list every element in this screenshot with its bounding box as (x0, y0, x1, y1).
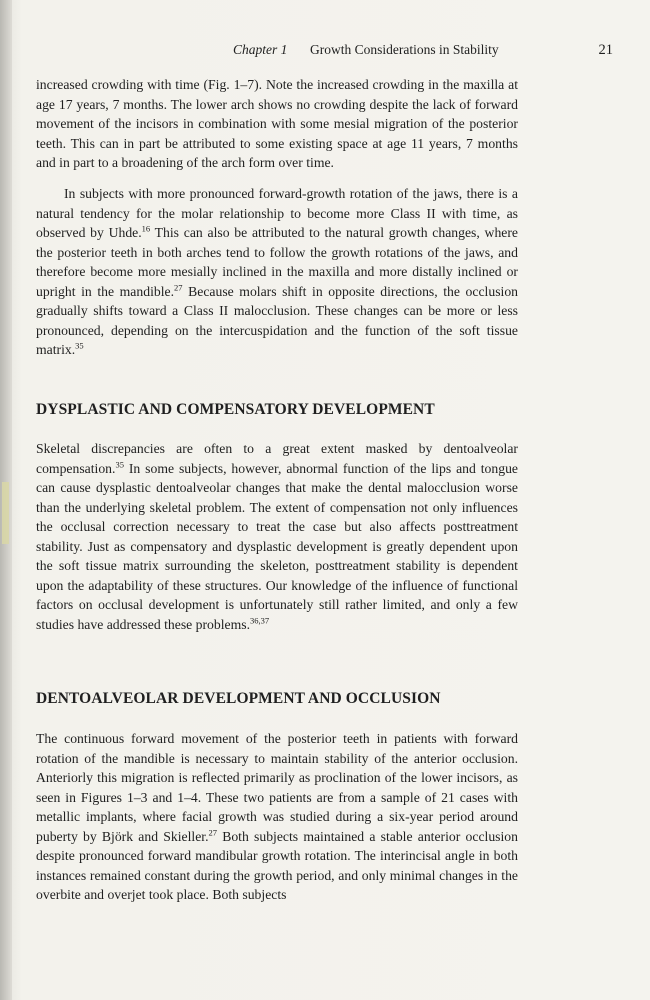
section-heading-dentoalveolar: DENTOALVEOLAR DEVELOPMENT AND OCCLUSION (36, 690, 441, 707)
paragraph-1 (36, 75, 518, 173)
chapter-label: Chapter 1 (233, 42, 288, 57)
paragraph-3-text-1: Skeletal discrepancies are often to a great extent masked by dentoalveolar compensation. (36, 441, 518, 476)
paragraph-3 (36, 439, 518, 634)
paragraph-4-text-1: The continuous forward movement of the posterior teeth in patients with forward rotation of the mandible is necessary to maintain stability of the anterior occlusion. Anteriorly this migration is reflected primarily as proclination of the lower incisors, as seen in Figures 1–3 and 1–4. These two patients are from a sample of 21 cases with metallic implants, where facial growth was studied during a six-year period around puberty by Björk and Skieller. (36, 731, 518, 844)
paragraph-2-text-3: Because molars shift in opposite directions, the occlusion gradually shifts toward a Class II malocclusion. These changes can be more or less pronounced, depending on the intercuspidation and the function of the soft tissue matrix. (36, 283, 519, 357)
reference-superscript: 36,37 (250, 614, 270, 625)
reference-superscript: 27 (174, 281, 183, 292)
reference-superscript: 35 (75, 340, 84, 351)
paragraph-3-text-2: In some subjects, however, abnormal function of the lips and tongue can cause dysplastic dentoalveolar changes that make the dental malocclusion worse than the underlying skeletal problem. The extent of compensation not only influences the occlusal correction necessary to treat the case but also affects posttreatment stability. Just as compensatory and dysplastic development is greatly dependent upon the soft tissue matrix surrounding the skeleton, posttreatment stability is dependent upon the adaptability of these structures. Our knowledge of the influence of functional factors on occlusal development is unfortunately still rather limited, and only a few studies have addressed these problems. (36, 460, 518, 632)
section-heading-dysplastic: DYSPLASTIC AND COMPENSATORY DEVELOPMENT (36, 401, 435, 418)
page-edge-mark (2, 482, 9, 544)
paragraph-2 (36, 184, 518, 360)
paragraph-1-text: increased crowding with time (Fig. 1–7). Note the increased crowding in the maxilla at age 17 years, 7 months. The lower arch shows no crowding despite the lack of forward movement of the incisors in combination with some mesial migration of the posterior teeth. This can in part be attributed to some existing space at age 11 years, 7 months and in part to a broadening of the arch form over time. (36, 77, 518, 170)
paragraph-2-text-2: This can also be attributed to the natural growth changes, where the posterior teeth in both arches tend to follow the growth rotations of the jaws, and therefore become more mesially inclined in the maxilla and more distally inclined or upright in the mandible. (36, 225, 518, 299)
reference-superscript: 27 (208, 826, 217, 837)
page-number: 21 (598, 42, 613, 58)
paragraph-4 (36, 729, 518, 905)
paragraph-2-text-1: In subjects with more pronounced forward-growth rotation of the jaws, there is a natural tendency for the molar relationship to become more Class II with time, as observed by Uhde. (36, 186, 518, 240)
running-head (36, 42, 616, 62)
reference-superscript: 35 (115, 458, 124, 469)
reference-superscript: 16 (141, 223, 151, 234)
paragraph-4-text-2: Both subjects maintained a stable anterior occlusion despite pronounced forward mandibular growth rotation. The interincisal angle in both instances remained constant during the growth period, and only minimal changes in the overbite and overjet took place. Both subjects (36, 828, 518, 902)
chapter-title: Growth Considerations in Stability (310, 42, 499, 57)
